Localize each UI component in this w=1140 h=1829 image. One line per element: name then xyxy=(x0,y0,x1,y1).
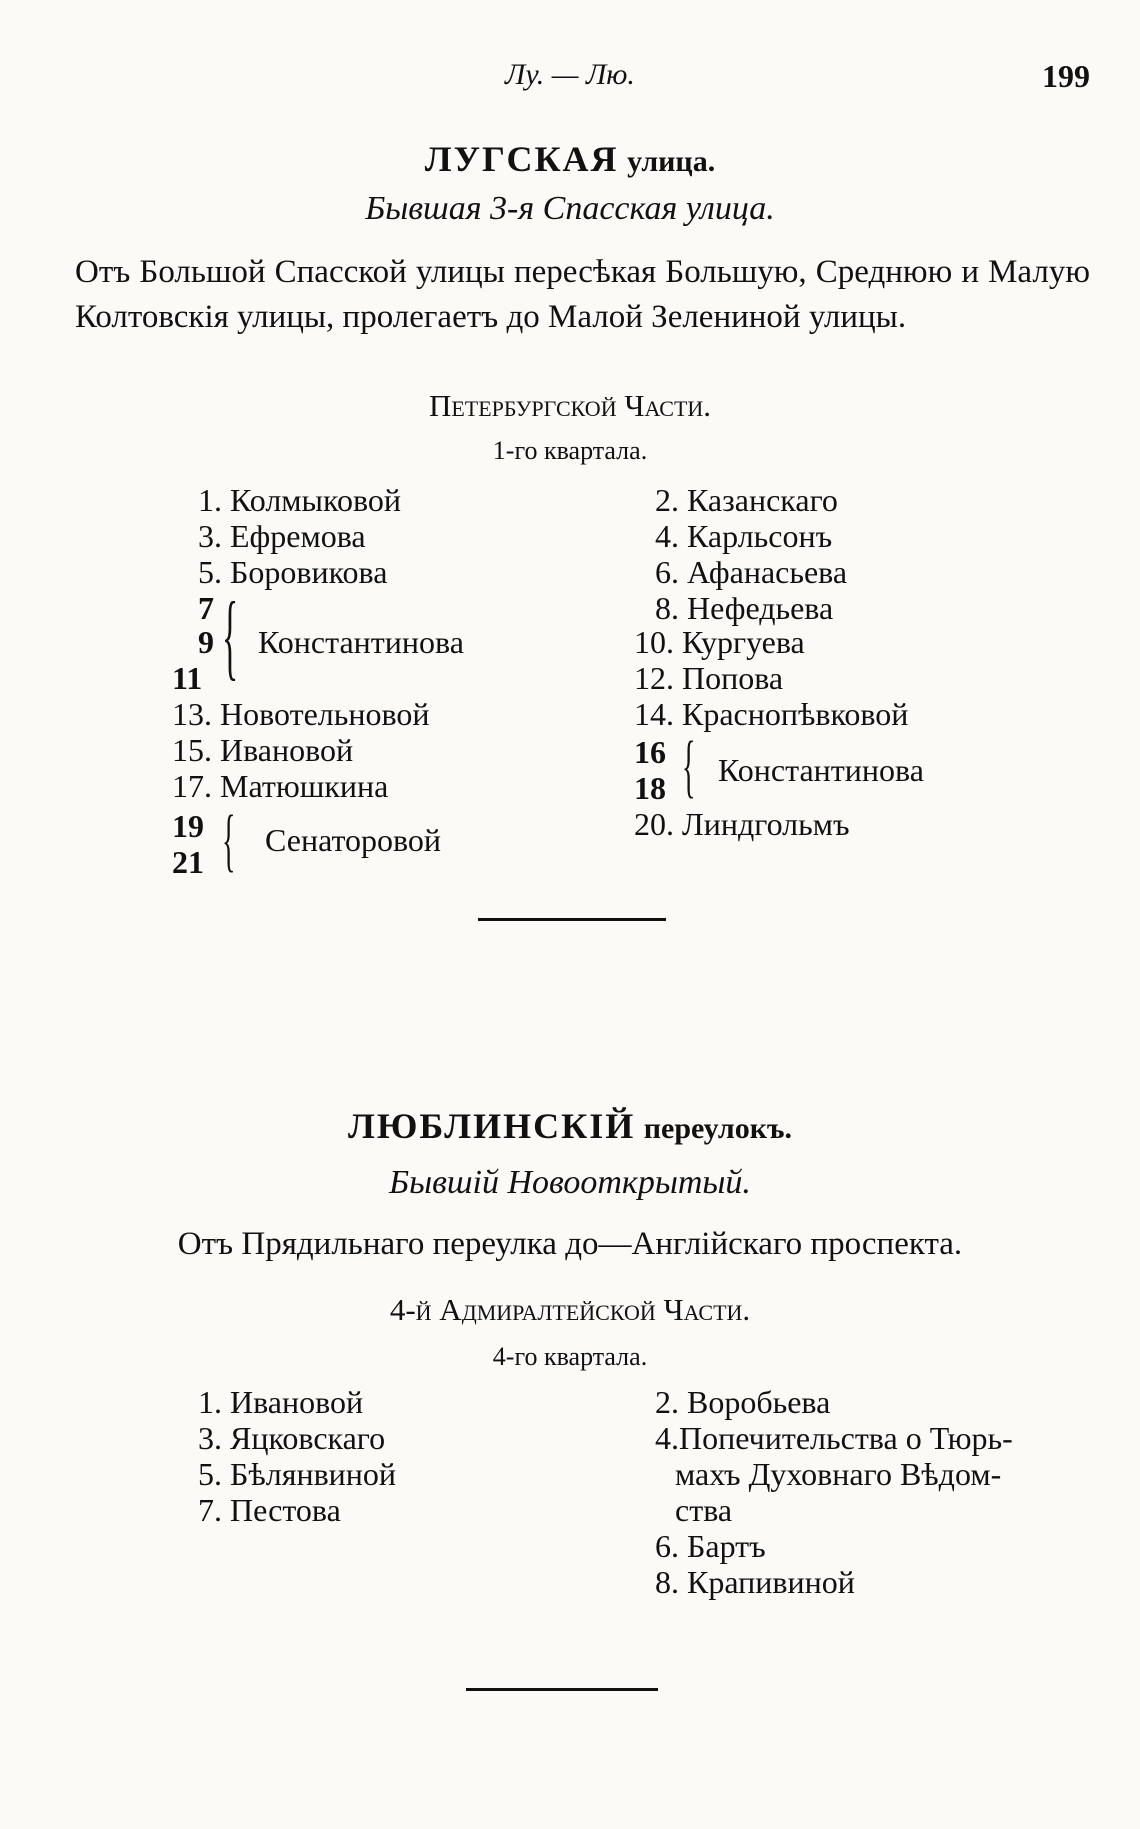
section-2-quarter: 4-го квартала. xyxy=(492,1342,648,1371)
s1-left-entry: 15. Ивановой xyxy=(172,732,354,768)
s1-left-entry: 3. Ефремова xyxy=(198,518,366,554)
s1-left-group1-num: 11 xyxy=(172,660,203,696)
s2-right-entry: махъ Духовнаго Вѣдом- xyxy=(675,1456,1002,1492)
s1-right-entry: 4. Карльсонъ xyxy=(655,518,833,554)
s1-right-group-num: 18 xyxy=(634,770,666,806)
s2-right-entry: 4.Попечительства о Тюрь- xyxy=(655,1420,1013,1456)
s1-right-entry: 6. Афанасьева xyxy=(655,554,848,590)
s1-left-group2-num: 21 xyxy=(172,844,204,880)
s1-right-entry: 20. Линдгольмъ xyxy=(634,806,850,842)
section-2-title-main: ЛЮБЛИНСКІЙ xyxy=(348,1106,636,1146)
section-1-title-rest: улица. xyxy=(627,145,716,178)
s1-right-group-num: 16 xyxy=(634,734,666,770)
s1-right-entry: 12. Попова xyxy=(634,660,784,696)
section-divider xyxy=(478,918,666,921)
section-1-title-main: ЛУГСКАЯ xyxy=(424,139,619,179)
section-2-title-rest: переулокъ. xyxy=(643,1112,792,1145)
s2-left-entry: 5. Бѣлянвиной xyxy=(198,1456,397,1492)
section-1-former-name: Бывшая 3-я Спасская улица. xyxy=(365,190,775,227)
running-head-letters: Лу. — Лю. xyxy=(505,58,635,91)
s1-left-entry: 17. Матюшкина xyxy=(172,768,389,804)
s1-left-entry: 5. Боровикова xyxy=(198,554,388,590)
s1-left-group2-num: 19 xyxy=(172,808,204,844)
s2-left-entry: 1. Ивановой xyxy=(198,1384,364,1420)
s2-right-entry: 2. Воробьева xyxy=(655,1384,831,1420)
section-2-route: Отъ Прядильнаго переулка до—Англійскаго проспекта. xyxy=(177,1226,963,1262)
section-2-former-name: Бывшій Новооткрытый. xyxy=(389,1164,751,1201)
page-number: 199 xyxy=(1042,58,1090,94)
s1-left-entry: 1. Колмыковой xyxy=(198,482,401,518)
s1-right-entry: 2. Казанскаго xyxy=(655,482,838,518)
s1-right-entry: 8. Нефедьева xyxy=(655,590,834,626)
section-1-district: Петербургской Части. xyxy=(428,388,712,423)
s2-left-entry: 3. Яцковскаго xyxy=(198,1420,386,1456)
s1-left-group2-brace: { xyxy=(222,802,236,879)
section-1-route: Отъ Большой Спасской улицы пересѣкая Большую, Среднюю и Малую Колтовскія улицы, пролегаетъ до Малой Зелениной улицы. xyxy=(75,254,1090,335)
section-divider xyxy=(466,1688,658,1691)
s1-left-entry: 13. Новотельновой xyxy=(172,696,430,732)
s1-right-entry: 14. Краснопѣвковой xyxy=(634,696,909,732)
section-1-title xyxy=(0,138,1140,180)
s1-right-entry: 10. Кургуева xyxy=(634,624,805,660)
section-2-title-actual xyxy=(0,1105,1140,1147)
s2-right-entry: ства xyxy=(675,1492,733,1528)
section-2-district: 4-й Адмиралтейской Части. xyxy=(389,1292,751,1327)
s1-right-group-brace: { xyxy=(682,728,696,805)
s1-right-group-name: Константинова xyxy=(718,752,924,788)
s1-left-group1-num: 9 xyxy=(198,624,214,660)
s2-right-entry: 6. Бартъ xyxy=(655,1528,766,1564)
s2-right-entry: 8. Крапивиной xyxy=(655,1564,855,1600)
s1-left-group1-brace: { xyxy=(222,582,239,689)
s1-left-group1-name: Константинова xyxy=(258,624,464,660)
s1-left-group1-num: 7 xyxy=(198,590,214,626)
s1-left-group2-name: Сенаторовой xyxy=(265,822,442,858)
s2-left-entry: 7. Пестова xyxy=(198,1492,341,1528)
section-1-quarter: 1-го квартала. xyxy=(492,436,648,465)
